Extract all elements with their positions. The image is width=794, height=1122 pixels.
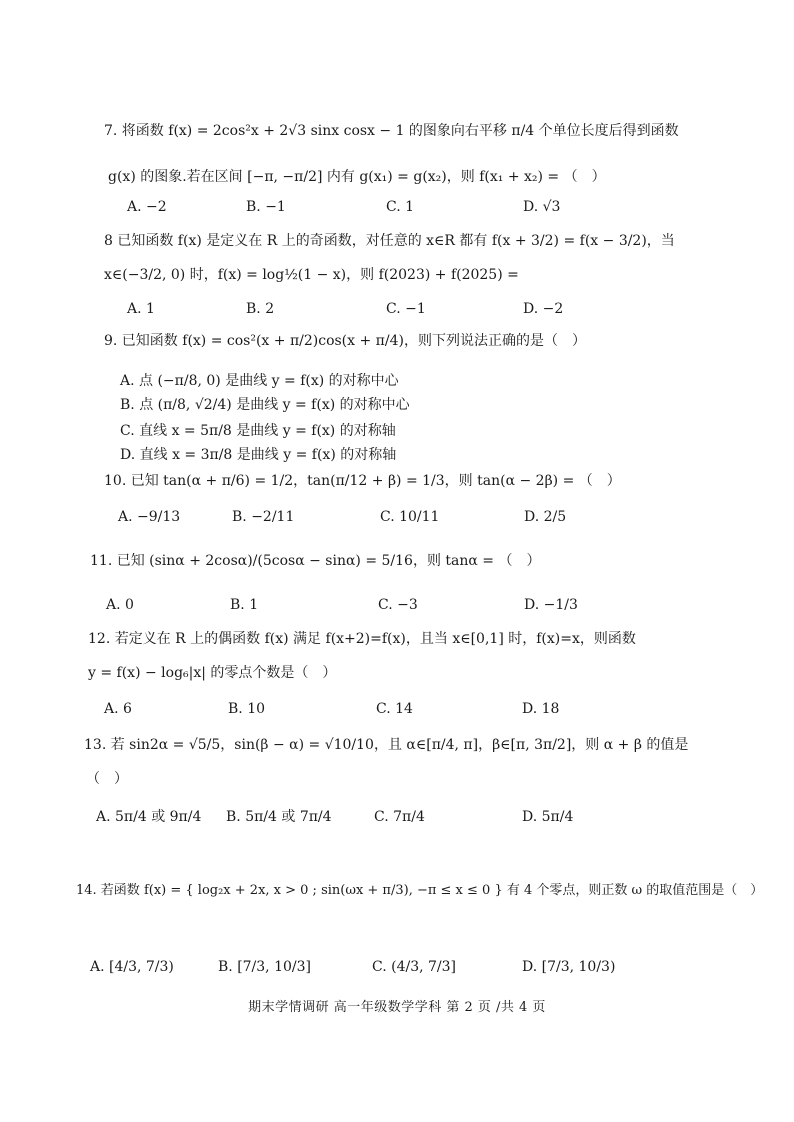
q10-option-b: B. −2/11 <box>232 509 295 525</box>
q7-option-c: C. 1 <box>386 199 415 215</box>
q8-option-d: D. −2 <box>523 301 564 317</box>
q13-option-a: A. 5π/4 或 9π/4 <box>96 809 202 825</box>
q10-option-d: D. 2/5 <box>524 509 567 525</box>
page-footer: 期末学情调研 高一年级数学学科 第 2 页 /共 4 页 <box>248 1000 546 1015</box>
q12-line-2: y = f(x) − log₆|x| 的零点个数是（ ） <box>88 665 337 681</box>
q11-line-1: 11. 已知 (sinα + 2cosα)/(5cosα − sinα) = 5/16，则 tanα = （ ） <box>90 553 541 569</box>
q11-option-a: A. 0 <box>106 597 134 613</box>
q13-option-c: C. 7π/4 <box>374 809 425 825</box>
q13-line-2: （ ） <box>86 771 128 787</box>
q14-option-c: C. (4/3, 7/3] <box>372 959 456 975</box>
q11-option-b: B. 1 <box>230 597 259 613</box>
q12-line-1: 12. 若定义在 R 上的偶函数 f(x) 满足 f(x+2)=f(x)，且当 x∈[0,1] 时，f(x)=x，则函数 <box>88 631 636 647</box>
q10-option-a: A. −9/13 <box>118 509 181 525</box>
q7-line-1: 7. 将函数 f(x) = 2cos²x + 2√3 sinx cosx − 1 的图象向右平移 π/4 个单位长度后得到函数 <box>104 123 679 139</box>
q8-line-2: x∈(−3/2, 0) 时，f(x) = log½(1 − x)，则 f(2023) + f(2025) = <box>104 267 519 283</box>
q13-option-d: D. 5π/4 <box>522 809 574 825</box>
q14-line-1: 14. 若函数 f(x) = { log₂x + 2x, x > 0 ; sin(ωx + π/3), −π ≤ x ≤ 0 } 有 4 个零点，则正数 ω 的取值范围是（ ） <box>76 883 764 898</box>
q10-option-c: C. 10/11 <box>380 509 440 525</box>
q9-option-c: C. 直线 x = 5π/8 是曲线 y = f(x) 的对称轴 <box>120 423 396 439</box>
q8-option-c: C. −1 <box>386 301 426 317</box>
q9-option-b: B. 点 (π/8, √2/4) 是曲线 y = f(x) 的对称中心 <box>120 397 410 413</box>
q7-option-d: D. √3 <box>523 199 561 215</box>
q14-option-d: D. [7/3, 10/3) <box>522 959 616 975</box>
q14-option-b: B. [7/3, 10/3] <box>218 959 311 975</box>
q14-option-a: A. [4/3, 7/3) <box>90 959 174 975</box>
q10-line-1: 10. 已知 tan(α + π/6) = 1/2，tan(π/12 + β) = 1/3，则 tan(α − 2β) = （ ） <box>104 473 621 489</box>
q12-option-c: C. 14 <box>376 701 413 717</box>
q8-line-1: 8 已知函数 f(x) 是定义在 R 上的奇函数，对任意的 x∈R 都有 f(x + 3/2) = f(x − 3/2)，当 <box>104 233 675 249</box>
q12-option-b: B. 10 <box>228 701 266 717</box>
q8-option-b: B. 2 <box>246 301 275 317</box>
q7-option-b: B. −1 <box>246 199 286 215</box>
q11-option-c: C. −3 <box>378 597 418 613</box>
q11-option-d: D. −1/3 <box>524 597 578 613</box>
q12-option-d: D. 18 <box>522 701 560 717</box>
q9-option-d: D. 直线 x = 3π/8 是曲线 y = f(x) 的对称轴 <box>120 447 397 463</box>
q9-option-a: A. 点 (−π/8, 0) 是曲线 y = f(x) 的对称中心 <box>120 373 399 389</box>
q9-line-1: 9. 已知函数 f(x) = cos²(x + π/2)cos(x + π/4)，则下列说法正确的是（ ） <box>104 333 586 349</box>
q7-line-2: g(x) 的图象.若在区间 [−π, −π/2] 内有 g(x₁) = g(x₂)，则 f(x₁ + x₂) = （ ） <box>108 169 606 185</box>
q13-option-b: B. 5π/4 或 7π/4 <box>226 809 332 825</box>
q8-option-a: A. 1 <box>127 301 155 317</box>
q7-option-a: A. −2 <box>127 199 167 215</box>
q12-option-a: A. 6 <box>104 701 132 717</box>
q13-line-1: 13. 若 sin2α = √5/5，sin(β − α) = √10/10，且 α∈[π/4, π]，β∈[π, 3π/2]，则 α + β 的值是 <box>84 737 689 753</box>
